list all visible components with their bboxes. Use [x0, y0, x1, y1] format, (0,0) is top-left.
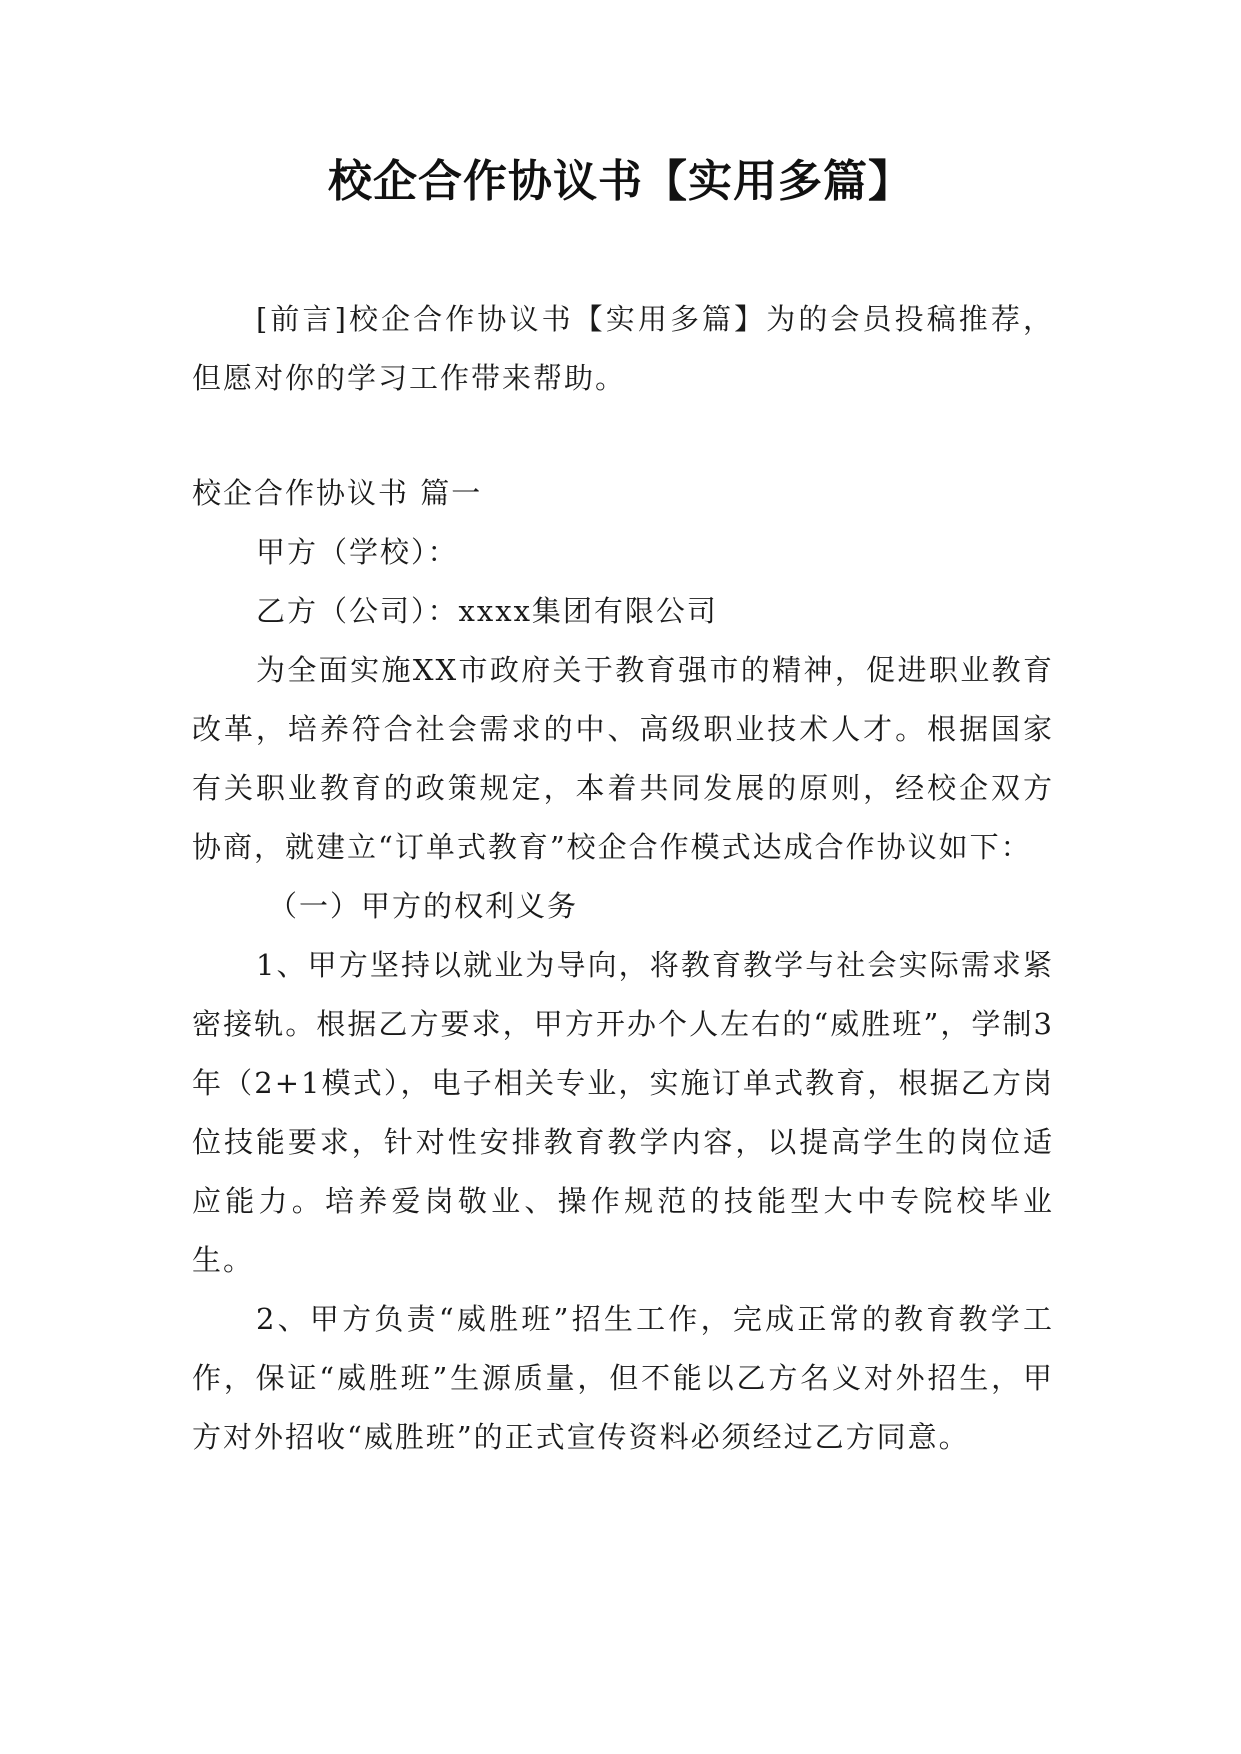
party-a-line: 甲方（学校）： [256, 535, 459, 569]
clause-1-paragraph: 1、甲方坚持以就业为导向，将教育教学与社会实际需求紧密接轨。根据乙方要求，甲方开办个人左右的“威胜班”，学制3年（2+1模式），电子相关专业，实施订单式教育，根据乙方岗位技能要求，针对性安排教育教学内容，以提高学生的岗位适应能力。培养爱岗敬业、操作规范的技能型大中专院校毕业生。 [192, 948, 1054, 1277]
intro-paragraph: 为全面实施XX市政府关于教育强市的精神，促进职业教育改革，培养符合社会需求的中、高级职业技术人才。根据国家有关职业教育的政策规定，本着共同发展的原则，经校企双方协商，就建立“订单式教育”校企合作模式达成合作协议如下： [192, 653, 1054, 864]
document-title: 校企合作协议书【实用多篇】 [328, 156, 913, 207]
preface-block [192, 290, 1054, 408]
section-heading: 校企合作协议书 篇一 [192, 476, 483, 510]
preface-paragraph: [前言]校企合作协议书【实用多篇】为的会员投稿推荐，但愿对你的学习工作带来帮助。 [192, 302, 1054, 395]
party-b-line: 乙方（公司）：xxxx集团有限公司 [256, 594, 718, 628]
clause-2-paragraph: 2、甲方负责“威胜班”招生工作，完成正常的教育教学工作，保证“威胜班”生源质量，但不能以乙方名义对外招生，甲方对外招收“威胜班”的正式宣传资料必须经过乙方同意。 [192, 1302, 1054, 1454]
section-one [192, 464, 1054, 1467]
subsection-heading: （一）甲方的权利义务 [268, 889, 579, 923]
